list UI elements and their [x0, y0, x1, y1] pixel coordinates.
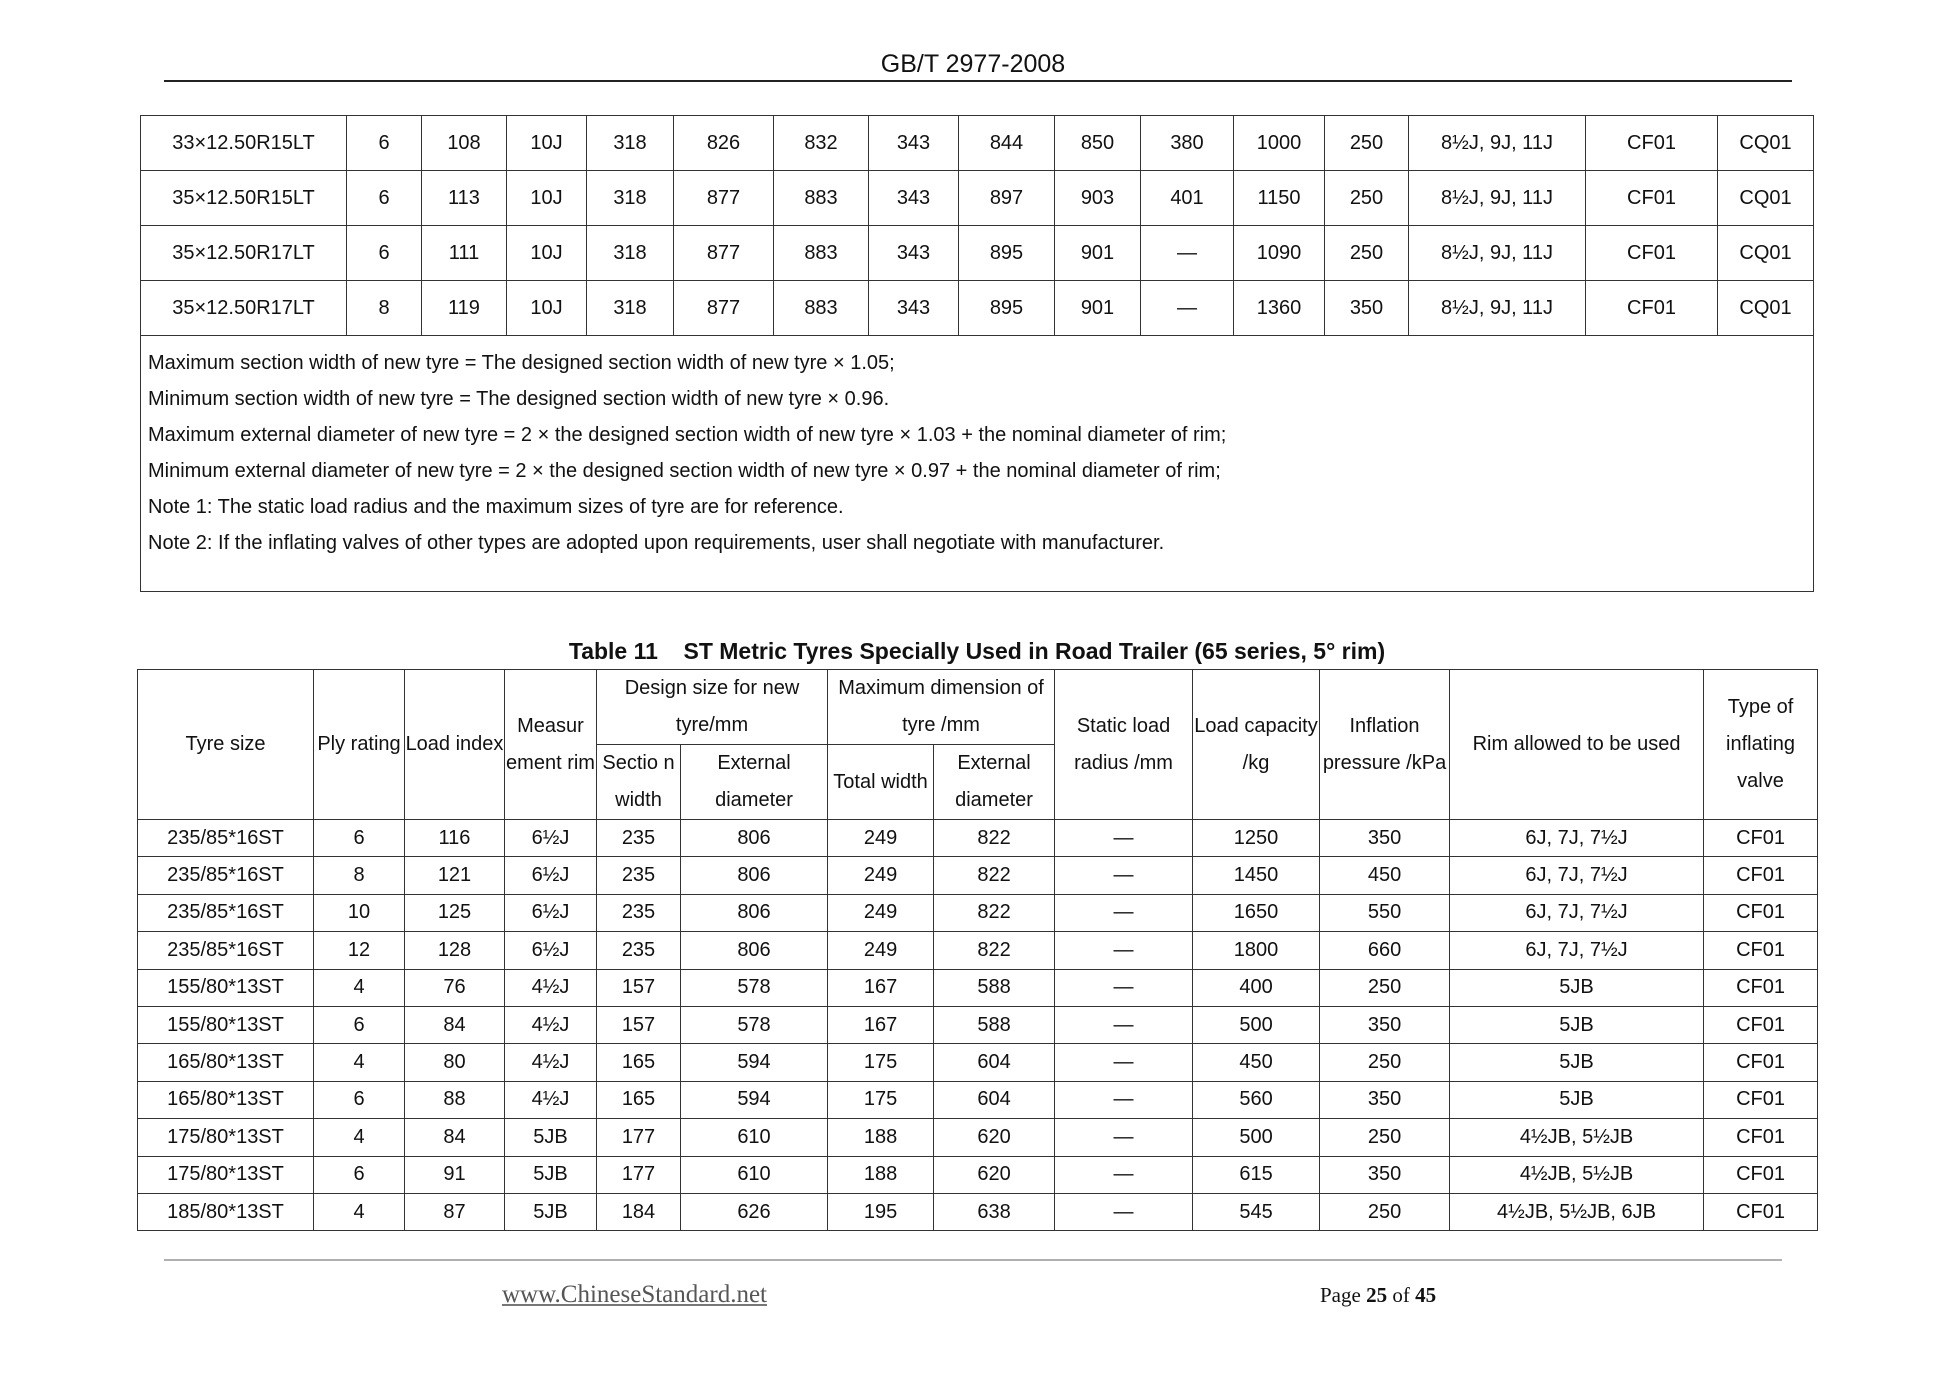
note-line: Note 2: If the inflating valves of other types are adopted upon requirements, user shall negotiate with manufacturer.	[148, 532, 1165, 554]
table-cell: 157	[597, 1006, 681, 1043]
table-cell: 500	[1193, 1119, 1320, 1156]
table-cell: 235	[597, 894, 681, 931]
table-cell: 195	[828, 1193, 934, 1230]
table-cell: 343	[869, 116, 959, 171]
table-11-st-metric-tyres	[137, 669, 1818, 1231]
table-cell: 235/85*16ST	[138, 857, 314, 894]
table-cell: 250	[1325, 226, 1409, 281]
table-cell: 450	[1193, 1044, 1320, 1081]
table-cell: 500	[1193, 1006, 1320, 1043]
table-cell: 121	[405, 857, 505, 894]
table-cell: 4	[314, 969, 405, 1006]
table-cell: 806	[681, 894, 828, 931]
table-cell: 350	[1325, 281, 1409, 336]
table-cell: 6	[314, 1156, 405, 1193]
table-cell: 588	[934, 1006, 1055, 1043]
table-cell: 318	[587, 281, 674, 336]
table-row	[138, 932, 1818, 969]
table-cell: 111	[422, 226, 507, 281]
table-cell: 128	[405, 932, 505, 969]
table-cell: 6	[314, 1006, 405, 1043]
table-row	[138, 1006, 1818, 1043]
table-cell: 883	[774, 171, 869, 226]
table-cell: —	[1055, 1044, 1193, 1081]
document-code-header: GB/T 2977-2008	[880, 50, 1066, 78]
table-cell: 401	[1141, 171, 1234, 226]
table-cell: 4½J	[505, 1081, 597, 1118]
header-rim-allowed: Rim allowed to be used	[1450, 670, 1704, 820]
table-row	[138, 969, 1818, 1006]
table-cell: 343	[869, 281, 959, 336]
table-cell: 350	[1320, 1156, 1450, 1193]
table-cell: 594	[681, 1081, 828, 1118]
table-cell: CF01	[1586, 116, 1718, 171]
table-cell: 165	[597, 1044, 681, 1081]
table-cell: —	[1055, 857, 1193, 894]
table-cell: 626	[681, 1193, 828, 1230]
table-cell: 188	[828, 1156, 934, 1193]
table-cell: 5JB	[1450, 1044, 1704, 1081]
table-cell: —	[1055, 820, 1193, 857]
table-cell: 167	[828, 969, 934, 1006]
table-cell: 84	[405, 1006, 505, 1043]
table-cell: 1000	[1234, 116, 1325, 171]
table-cell: 175	[828, 1081, 934, 1118]
table-cell: 380	[1141, 116, 1234, 171]
note-line: Maximum external diameter of new tyre = 2 × the designed section width of new tyre × 1.03 + the nominal diameter of rim;	[148, 424, 1227, 446]
table-cell: 806	[681, 932, 828, 969]
table-cell: CF01	[1704, 1156, 1818, 1193]
table-cell: 318	[587, 171, 674, 226]
table-cell: 8½J, 9J, 11J	[1409, 226, 1586, 281]
table-cell: 249	[828, 932, 934, 969]
table-cell: 6J, 7J, 7½J	[1450, 820, 1704, 857]
table-row	[138, 857, 1818, 894]
header-inflation-pressure: Inflation pressure /kPa	[1320, 670, 1450, 820]
table-cell: 5JB	[1450, 1081, 1704, 1118]
footer-divider	[164, 1259, 1782, 1261]
table-cell: CF01	[1704, 932, 1818, 969]
table-cell: 620	[934, 1156, 1055, 1193]
table-row	[138, 894, 1818, 931]
table-cell: CF01	[1586, 226, 1718, 281]
table-cell: 184	[597, 1193, 681, 1230]
table-cell: 400	[1193, 969, 1320, 1006]
table-cell: 578	[681, 969, 828, 1006]
table-cell: 177	[597, 1119, 681, 1156]
table-cell: 6½J	[505, 857, 597, 894]
header-design-size-group: Design size for new tyre/mm	[597, 670, 828, 745]
header-max-external-diameter: External diameter	[934, 745, 1055, 820]
table-cell: 1250	[1193, 820, 1320, 857]
table-row	[138, 1081, 1818, 1118]
table-cell: CF01	[1704, 820, 1818, 857]
header-tyre-size: Tyre size	[138, 670, 314, 820]
table-cell: 6	[347, 116, 422, 171]
table-cell: —	[1055, 1006, 1193, 1043]
table-cell: 155/80*13ST	[138, 969, 314, 1006]
table-cell: —	[1055, 1119, 1193, 1156]
table-cell: 1450	[1193, 857, 1320, 894]
table-cell: 177	[597, 1156, 681, 1193]
table-cell: 10J	[507, 281, 587, 336]
table-cell: 350	[1320, 820, 1450, 857]
table-cell: 610	[681, 1119, 828, 1156]
table-cell: 615	[1193, 1156, 1320, 1193]
table-cell: 5JB	[505, 1193, 597, 1230]
table-11-title: Table 11 ST Metric Tyres Specially Used in Road Trailer (65 series, 5° rim)	[568, 638, 1386, 664]
table-cell: 350	[1320, 1081, 1450, 1118]
table-cell: 604	[934, 1044, 1055, 1081]
table-cell: 545	[1193, 1193, 1320, 1230]
table-cell: CQ01	[1718, 226, 1814, 281]
table-cell: 165/80*13ST	[138, 1044, 314, 1081]
note-line: Note 1: The static load radius and the maximum sizes of tyre are for reference.	[148, 496, 844, 518]
note-line: Maximum section width of new tyre = The designed section width of new tyre × 1.05;	[148, 352, 895, 374]
table-cell: 84	[405, 1119, 505, 1156]
header-divider	[164, 80, 1792, 82]
table-cell: 108	[422, 116, 507, 171]
table-cell: CQ01	[1718, 171, 1814, 226]
table-cell: 901	[1055, 281, 1141, 336]
table-cell: 343	[869, 171, 959, 226]
table-cell: 35×12.50R15LT	[141, 171, 347, 226]
table-cell: CF01	[1704, 1044, 1818, 1081]
table-cell: 175/80*13ST	[138, 1156, 314, 1193]
table-cell: 157	[597, 969, 681, 1006]
table-cell: 844	[959, 116, 1055, 171]
page-current: 25	[1366, 1283, 1388, 1307]
table-cell: 4½JB, 5½JB	[1450, 1119, 1704, 1156]
table-cell: 594	[681, 1044, 828, 1081]
table-cell: 10J	[507, 116, 587, 171]
table-cell: 6J, 7J, 7½J	[1450, 932, 1704, 969]
table-row	[138, 1156, 1818, 1193]
table-cell: 4½J	[505, 1044, 597, 1081]
table-cell: 249	[828, 894, 934, 931]
table-cell: 5JB	[505, 1119, 597, 1156]
page-label: Page	[1320, 1283, 1361, 1307]
table-cell: CF01	[1586, 171, 1718, 226]
table-cell: 610	[681, 1156, 828, 1193]
table-cell: 8½J, 9J, 11J	[1409, 281, 1586, 336]
table-cell: 10J	[507, 226, 587, 281]
table-cell: 6	[314, 820, 405, 857]
table-cell: —	[1141, 281, 1234, 336]
table-cell: 850	[1055, 116, 1141, 171]
table-cell: 4½J	[505, 969, 597, 1006]
table-cell: 10	[314, 894, 405, 931]
header-section-width: Sectio n width	[597, 745, 681, 820]
table-cell: 822	[934, 820, 1055, 857]
note-line: Minimum section width of new tyre = The designed section width of new tyre × 0.96.	[148, 388, 890, 410]
table-cell: 6J, 7J, 7½J	[1450, 857, 1704, 894]
table-cell: 175	[828, 1044, 934, 1081]
table-cell: 6½J	[505, 932, 597, 969]
table-cell: 822	[934, 894, 1055, 931]
table-cell: 1150	[1234, 171, 1325, 226]
header-ply-rating: Ply rating	[314, 670, 405, 820]
header-load-capacity: Load capacity /kg	[1193, 670, 1320, 820]
website-link[interactable]: www.ChineseStandard.net	[502, 1281, 767, 1308]
table-cell: 318	[587, 116, 674, 171]
table-cell: 660	[1320, 932, 1450, 969]
table-cell: 350	[1320, 1006, 1450, 1043]
header-external-diameter: External diameter	[681, 745, 828, 820]
page-indicator	[1320, 1283, 1436, 1308]
table-cell: 4½J	[505, 1006, 597, 1043]
table-cell: 80	[405, 1044, 505, 1081]
table-cell: 550	[1320, 894, 1450, 931]
table-cell: 250	[1320, 1193, 1450, 1230]
table-cell: 6½J	[505, 820, 597, 857]
table-cell: CQ01	[1718, 281, 1814, 336]
table-cell: 91	[405, 1156, 505, 1193]
table-cell: 10J	[507, 171, 587, 226]
table-row	[138, 1044, 1818, 1081]
table-cell: CF01	[1704, 1006, 1818, 1043]
table-cell: CQ01	[1718, 116, 1814, 171]
table-cell: CF01	[1704, 894, 1818, 931]
table-cell: 1650	[1193, 894, 1320, 931]
table-cell: 895	[959, 226, 1055, 281]
table-cell: 155/80*13ST	[138, 1006, 314, 1043]
table-row	[141, 281, 1814, 336]
table-cell: 895	[959, 281, 1055, 336]
table-cell: 1360	[1234, 281, 1325, 336]
table-cell: 806	[681, 820, 828, 857]
table-cell: 897	[959, 171, 1055, 226]
table-cell: 832	[774, 116, 869, 171]
table-cell: 8½J, 9J, 11J	[1409, 116, 1586, 171]
table-row	[141, 171, 1814, 226]
table-cell: 4	[314, 1119, 405, 1156]
table-cell: 175/80*13ST	[138, 1119, 314, 1156]
lt-tyre-table-continued	[140, 115, 1814, 592]
table-notes	[141, 336, 1814, 592]
table-cell: 250	[1320, 969, 1450, 1006]
header-valve-type: Type of inflating valve	[1704, 670, 1818, 820]
header-load-index: Load index	[405, 670, 505, 820]
table-cell: 188	[828, 1119, 934, 1156]
header-static-load-radius: Static load radius /mm	[1055, 670, 1193, 820]
table-cell: 76	[405, 969, 505, 1006]
table-cell: 8	[314, 857, 405, 894]
header-max-dimension-group: Maximum dimension of tyre /mm	[828, 670, 1055, 745]
table-cell: 1800	[1193, 932, 1320, 969]
table-cell: 250	[1325, 116, 1409, 171]
table-cell: 250	[1320, 1119, 1450, 1156]
table-cell: 450	[1320, 857, 1450, 894]
table-cell: 4½JB, 5½JB	[1450, 1156, 1704, 1193]
table-row	[141, 116, 1814, 171]
table-cell: 6J, 7J, 7½J	[1450, 894, 1704, 931]
table-cell: 822	[934, 857, 1055, 894]
table-row	[138, 1193, 1818, 1230]
table-cell: 87	[405, 1193, 505, 1230]
table-cell: 903	[1055, 171, 1141, 226]
table-cell: 6	[314, 1081, 405, 1118]
table-cell: 318	[587, 226, 674, 281]
table-cell: 235	[597, 857, 681, 894]
table-cell: 113	[422, 171, 507, 226]
table-cell: 125	[405, 894, 505, 931]
table-row	[138, 820, 1818, 857]
table-cell: 1090	[1234, 226, 1325, 281]
table-row	[141, 226, 1814, 281]
table-cell: —	[1055, 1081, 1193, 1118]
table-cell: 249	[828, 857, 934, 894]
table-cell: 877	[674, 281, 774, 336]
table-cell: 249	[828, 820, 934, 857]
table-cell: 901	[1055, 226, 1141, 281]
table-cell: 8½J, 9J, 11J	[1409, 171, 1586, 226]
table-cell: 578	[681, 1006, 828, 1043]
table-cell: 165	[597, 1081, 681, 1118]
table-cell: 5JB	[1450, 969, 1704, 1006]
note-line: Minimum external diameter of new tyre = 2 × the designed section width of new tyre × 0.97 + the nominal diameter of rim;	[148, 460, 1221, 482]
table-row	[138, 1119, 1818, 1156]
table-cell: 4	[314, 1193, 405, 1230]
table-cell: 119	[422, 281, 507, 336]
table-cell: 826	[674, 116, 774, 171]
table-cell: CF01	[1704, 857, 1818, 894]
table-cell: 877	[674, 171, 774, 226]
table-cell: 235/85*16ST	[138, 820, 314, 857]
table-cell: 250	[1325, 171, 1409, 226]
table-cell: 588	[934, 969, 1055, 1006]
table-cell: 5JB	[1450, 1006, 1704, 1043]
table-cell: 638	[934, 1193, 1055, 1230]
table-cell: —	[1141, 226, 1234, 281]
table-cell: 4	[314, 1044, 405, 1081]
table-cell: 235/85*16ST	[138, 932, 314, 969]
table-cell: 235	[597, 820, 681, 857]
table-cell: 35×12.50R17LT	[141, 281, 347, 336]
table-cell: 165/80*13ST	[138, 1081, 314, 1118]
table-cell: 35×12.50R17LT	[141, 226, 347, 281]
page-of-label: of	[1392, 1283, 1410, 1307]
header-measurement-rim: Measur ement rim	[505, 670, 597, 820]
table-cell: 6	[347, 171, 422, 226]
table-cell: 4½JB, 5½JB, 6JB	[1450, 1193, 1704, 1230]
table-cell: 560	[1193, 1081, 1320, 1118]
table-cell: 250	[1320, 1044, 1450, 1081]
page-total: 45	[1415, 1283, 1437, 1307]
table-cell: —	[1055, 1156, 1193, 1193]
table-cell: 604	[934, 1081, 1055, 1118]
table-cell: 116	[405, 820, 505, 857]
table-cell: 620	[934, 1119, 1055, 1156]
table-cell: 877	[674, 226, 774, 281]
table-cell: CF01	[1704, 1193, 1818, 1230]
table-cell: —	[1055, 932, 1193, 969]
table-cell: 822	[934, 932, 1055, 969]
table-cell: 883	[774, 281, 869, 336]
table-cell: —	[1055, 1193, 1193, 1230]
table-cell: 88	[405, 1081, 505, 1118]
table-cell: 5JB	[505, 1156, 597, 1193]
table-cell: 6½J	[505, 894, 597, 931]
table-cell: 235/85*16ST	[138, 894, 314, 931]
table-cell: 343	[869, 226, 959, 281]
table-cell: 12	[314, 932, 405, 969]
table-cell: 806	[681, 857, 828, 894]
table-cell: 167	[828, 1006, 934, 1043]
table-cell: CF01	[1704, 969, 1818, 1006]
table-cell: 6	[347, 226, 422, 281]
header-total-width: Total width	[828, 745, 934, 820]
table-cell: CF01	[1586, 281, 1718, 336]
table-cell: 883	[774, 226, 869, 281]
table-cell: —	[1055, 894, 1193, 931]
table-cell: CF01	[1704, 1081, 1818, 1118]
table-cell: CF01	[1704, 1119, 1818, 1156]
table-cell: —	[1055, 969, 1193, 1006]
table-cell: 235	[597, 932, 681, 969]
table-cell: 185/80*13ST	[138, 1193, 314, 1230]
table-cell: 33×12.50R15LT	[141, 116, 347, 171]
table-cell: 8	[347, 281, 422, 336]
